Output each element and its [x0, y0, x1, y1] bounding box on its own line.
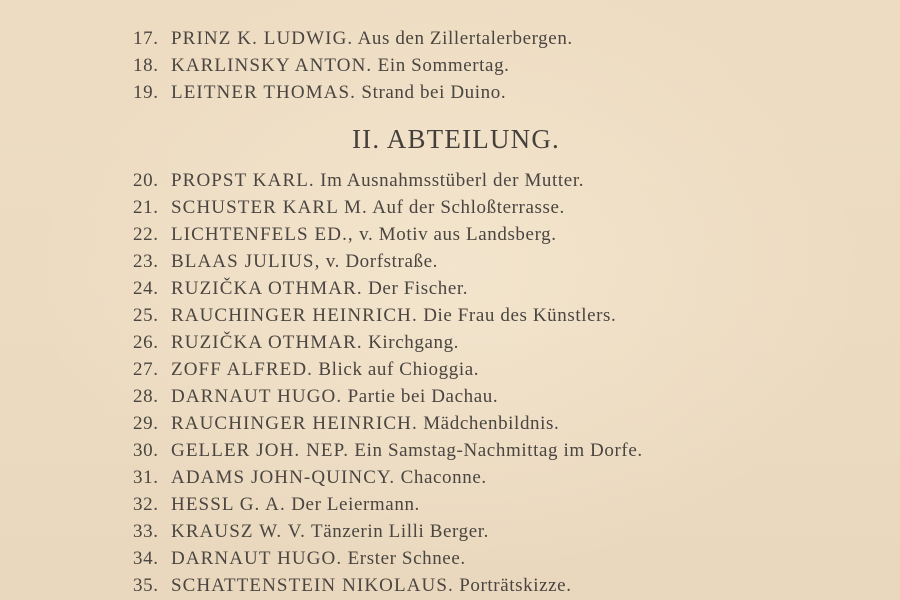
- entry-number: 28.: [133, 386, 159, 407]
- entry-artist: ZOFF ALFRED.: [171, 359, 314, 380]
- entry-artist: GELLER JOH. NEP.: [171, 440, 350, 461]
- entry-number: 35.: [133, 575, 159, 596]
- entry-number: 32.: [133, 494, 159, 515]
- entry-title: Aus den Zillertalerbergen.: [357, 28, 573, 49]
- entry-artist: HESSL G. A.: [171, 494, 286, 515]
- entry-number: 23.: [133, 251, 159, 272]
- catalog-entry: [133, 575, 572, 597]
- entry-number: 30.: [133, 440, 159, 461]
- entry-number: 19.: [133, 82, 159, 103]
- entry-title: Auf der Schloßterrasse.: [372, 197, 565, 218]
- catalog-entry: [133, 494, 420, 516]
- entry-artist: BLAAS JULIUS,: [171, 251, 321, 272]
- catalog-entry: [133, 305, 616, 327]
- catalog-entry: [133, 251, 438, 273]
- entry-artist: KRAUSZ W. V.: [171, 521, 306, 542]
- entry-number: 33.: [133, 521, 159, 542]
- entry-number: 17.: [133, 28, 159, 49]
- entry-artist: PRINZ K. LUDWIG.: [171, 28, 354, 49]
- entry-title: v. Motiv aus Landsberg.: [359, 224, 557, 245]
- entry-title: Ein Samstag-Nachmittag im Dorfe.: [354, 440, 643, 461]
- entry-number: 20.: [133, 170, 159, 191]
- entry-artist: RUZIČKA OTHMAR.: [171, 332, 363, 353]
- entry-title: Erster Schnee.: [347, 548, 466, 569]
- entry-number: 26.: [133, 332, 159, 353]
- catalog-entry: [133, 224, 557, 246]
- catalog-entry: [133, 332, 459, 354]
- entry-number: 27.: [133, 359, 159, 380]
- catalog-entry: [133, 170, 584, 192]
- entry-number: 31.: [133, 467, 159, 488]
- section-heading-text: II. ABTEILUNG.: [351, 124, 560, 154]
- entry-artist: LICHTENFELS ED.,: [171, 224, 354, 245]
- entry-artist: DARNAUT HUGO.: [171, 386, 343, 407]
- entry-title: v. Dorfstraße.: [325, 251, 438, 272]
- entry-title: Die Frau des Künstlers.: [423, 305, 617, 326]
- entry-title: Porträtskizze.: [459, 575, 572, 596]
- entry-title: Blick auf Chioggia.: [318, 359, 480, 380]
- section-heading: [0, 124, 900, 154]
- entry-title: Tänzerin Lilli Berger.: [311, 521, 489, 542]
- entry-number: 29.: [133, 413, 159, 434]
- entry-title: Strand bei Duino.: [361, 82, 507, 103]
- catalog-entry: [133, 28, 573, 50]
- entry-title: Ein Sommertag.: [377, 55, 510, 76]
- catalog-entry: [133, 55, 510, 77]
- entry-artist: KARLINSKY ANTON.: [171, 55, 373, 76]
- catalog-entry: [133, 82, 506, 104]
- entry-artist: LEITNER THOMAS.: [171, 82, 357, 103]
- catalog-entry: [133, 197, 565, 219]
- entry-number: 18.: [133, 55, 159, 76]
- entry-number: 34.: [133, 548, 159, 569]
- entry-artist: RUZIČKA OTHMAR.: [171, 278, 363, 299]
- entry-title: Im Ausnahmsstüberl der Mutter.: [320, 170, 585, 191]
- catalog-entry: [133, 386, 498, 408]
- catalog-entry: [133, 359, 479, 381]
- entry-number: 25.: [133, 305, 159, 326]
- entry-title: Mädchenbildnis.: [423, 413, 560, 434]
- catalog-entry: [133, 440, 643, 462]
- entry-title: Chaconne.: [400, 467, 487, 488]
- entry-title: Partie bei Dachau.: [347, 386, 499, 407]
- entry-number: 24.: [133, 278, 159, 299]
- catalog-entry: [133, 521, 489, 543]
- entry-artist: SCHUSTER KARL M.: [171, 197, 368, 218]
- entry-artist: SCHATTENSTEIN NIKOLAUS.: [171, 575, 454, 596]
- entry-number: 21.: [133, 197, 159, 218]
- entry-artist: RAUCHINGER HEINRICH.: [171, 413, 418, 434]
- entry-title: Kirchgang.: [368, 332, 460, 353]
- entry-artist: DARNAUT HUGO.: [171, 548, 343, 569]
- entry-title: Der Fischer.: [368, 278, 469, 299]
- entry-artist: PROPST KARL.: [171, 170, 315, 191]
- entry-title: Der Leiermann.: [291, 494, 420, 515]
- catalog-entry: [133, 548, 466, 570]
- entry-artist: RAUCHINGER HEINRICH.: [171, 305, 418, 326]
- entry-artist: ADAMS JOHN-QUINCY.: [171, 467, 396, 488]
- catalog-entry: [133, 467, 487, 489]
- catalog-entry: [133, 278, 468, 300]
- entry-number: 22.: [133, 224, 159, 245]
- catalog-entry: [133, 413, 559, 435]
